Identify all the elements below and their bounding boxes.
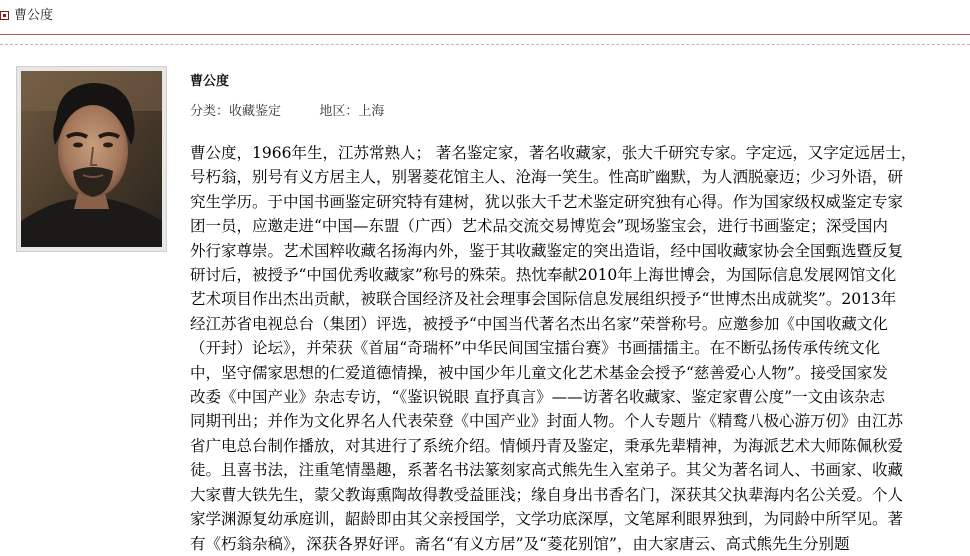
bio-line: 家学渊源复幼承庭训，龆龄即由其父亲授国学，文学功底深厚，文笔犀利眼界独到，为同龄中所罕见。著 (190, 510, 904, 529)
page-header (0, 0, 970, 34)
bio-line: 曹公度，1966年生，江苏常熟人； 著名鉴定家，著名收藏家，张大千研究专家。字定远，又字定远居士， (190, 144, 917, 162)
bio-line: 究生学历。于中国书画鉴定研究特有建树，犹以张大千艺术鉴定研究独有心得。作为国家级权威鉴定专家 (190, 192, 904, 211)
bio-line: 徒。且喜书法，注重笔情墨趣，系著名书法篆刻家高式熊先生入室弟子。其父为著名词人、书画家、收藏 (190, 461, 904, 480)
bio-line: 同期刊出；并作为文化界名人代表荣登《中国产业》封面人物。个人专题片《精鹜八极心游万仞》由江苏 (190, 412, 904, 431)
biography-text (190, 141, 952, 556)
portrait-photo-icon (21, 71, 162, 247)
header-divider (0, 34, 970, 35)
region-value: 上海 (358, 104, 385, 119)
bio-line: 艺术项目作出杰出贡献，被联合国经济及社会理事会国际信息发展组织授予“世博杰出成就奖”。2013年 (190, 290, 897, 309)
bio-line: 号朽翁，别号有义方居主人，别署菱花馆主人、沧海一笑生。性高旷幽默，为人洒脱豪迈；少习外语，研 (190, 168, 904, 187)
bio-line: 改委《中国产业》杂志专访，“《鉴识锐眼 直抒真言》——访著名收藏家、鉴定家曹公度”一文由该杂志 (190, 388, 886, 407)
bio-line: 经江苏省电视总台（集团）评选，被授予“中国当代著名杰出名家”荣誉称号。应邀参加《中国收藏文化 (190, 314, 888, 333)
bio-line: 大家曹大铁先生，蒙父教诲熏陶故得教受益匪浅；缘自身出书香名门，深获其父执辈海内名公关爱。个人 (190, 485, 904, 504)
region-label: 地区： (319, 104, 359, 119)
bio-line: 中，坚守儒家思想的仁爱道德情操，被中国少年儿童文化艺术基金会授予“慈善爱心人物”。接受国家发 (190, 363, 888, 382)
profile-name: 曹公度 (190, 74, 230, 89)
bio-line: （开封）论坛》，并荣获《首届“奇瑞杯”中华民间国宝擂台赛》书画擂擂主。在不断弘扬传承传统文化 (190, 339, 881, 358)
square-bullet-icon (0, 11, 9, 20)
header-dashed-divider (0, 44, 970, 45)
category-label: 分类： (190, 104, 230, 119)
biography-paragraph (190, 141, 952, 556)
profile-meta (190, 104, 384, 120)
bio-line: 省广电总台制作播放，对其进行了系统介绍。情倾丹青及鉴定，秉承先辈精神，为海派艺术大师陈佩秋爱 (190, 436, 904, 455)
bio-line: 团一员，应邀走进“中国—东盟（广西）艺术品交流交易博览会”现场鉴宝会，进行书画鉴定；深受国内 (190, 217, 888, 236)
bio-line: 外行家尊崇。艺术国粹收藏名扬海内外，鉴于其收藏鉴定的突出造诣，经中国收藏家协会全国甄选暨反复 (190, 241, 904, 260)
bio-line: 研讨后，被授予“中国优秀收藏家”称号的殊荣。热忱奉献2010年上海世博会，为国际信息发展网馆文化 (190, 266, 897, 285)
category-value: 收藏鉴定 (229, 104, 282, 119)
portrait-frame (16, 66, 167, 252)
page-title: 曹公度 (14, 8, 54, 23)
bio-line: 有《朽翁杂稿》，深获各界好评。斋名“有义方居”及“菱花别馆”，由大家唐云、高式熊先生分别题 (190, 534, 850, 553)
